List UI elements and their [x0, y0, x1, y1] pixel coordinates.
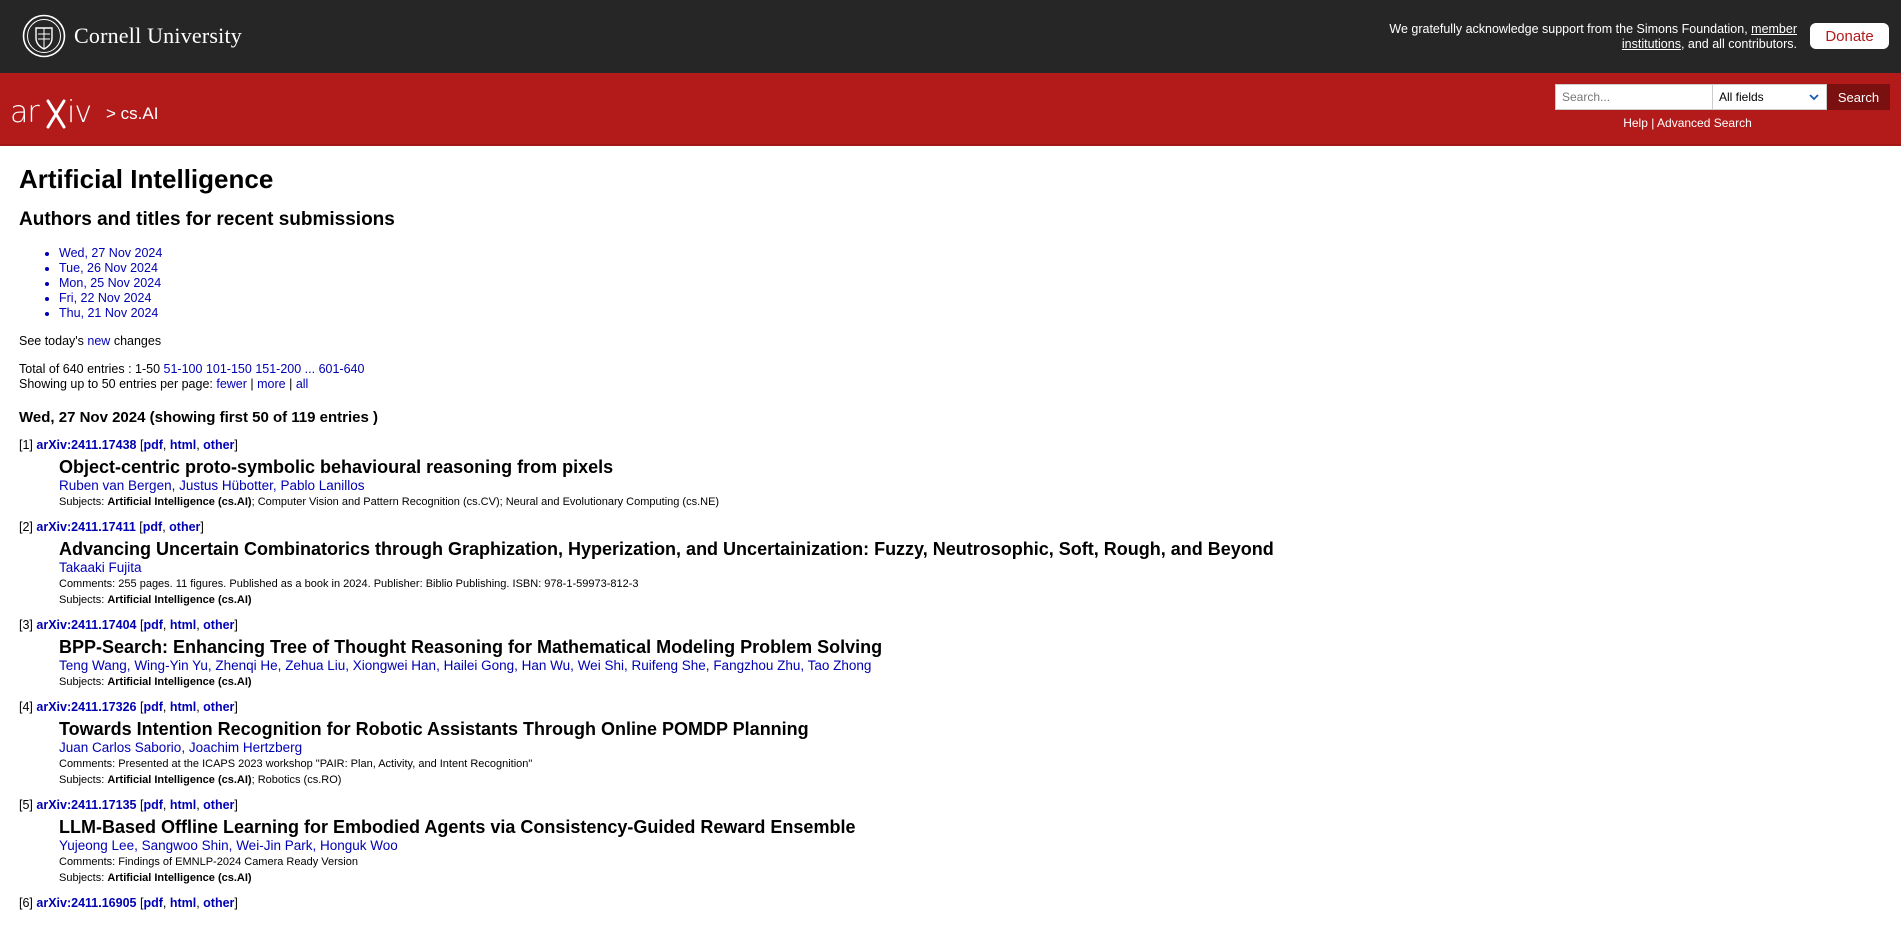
author-link[interactable]: Justus Hübotter [179, 478, 273, 493]
arxiv-logo-icon [10, 93, 102, 133]
page-title: Artificial Intelligence [19, 164, 274, 194]
entry-meta [19, 816, 1882, 886]
author-link[interactable]: Fangzhou Zhu [713, 658, 801, 673]
primary-subject: Artificial Intelligence (cs.AI) [107, 774, 252, 786]
search-button[interactable]: Search [1827, 84, 1890, 110]
author-list [59, 560, 1882, 576]
author-link[interactable]: Ruifeng She [631, 658, 706, 673]
abstract-link[interactable]: arXiv:2411.17135 [36, 798, 137, 812]
paper-title: Object-centric proto-symbolic behavioural reasoning from pixels [59, 457, 614, 477]
date-link[interactable]: Mon, 25 Nov 2024 [59, 276, 162, 290]
member-institutions-link[interactable]: member institutions [1621, 22, 1797, 51]
subjects-line [59, 870, 1882, 886]
pdf-link[interactable]: pdf [143, 700, 163, 714]
author-link[interactable]: Pablo Lanillos [280, 478, 365, 493]
paper-title: Advancing Uncertain Combinatorics through Graphization, Hyperization, and Uncertainization: Fuzzy, Neutrosophic, Soft, Rough, and Beyond [59, 539, 1274, 559]
list-item [19, 896, 1882, 911]
date-link[interactable]: Tue, 26 Nov 2024 [59, 261, 158, 275]
comments-label: Comments: [59, 856, 119, 868]
paper-title: BPP-Search: Enhancing Tree of Thought Reasoning for Mathematical Modeling Problem Solving [59, 637, 883, 657]
donate-button[interactable]: Donate [1810, 23, 1889, 49]
date-list-item [59, 291, 1882, 306]
subjects-label: Subjects: [59, 774, 108, 786]
subjects-line [59, 772, 1882, 788]
fewer-link[interactable]: fewer [216, 377, 247, 391]
other-link[interactable]: other [203, 700, 235, 714]
search-field-select[interactable] [1713, 84, 1827, 110]
todays-changes [19, 334, 1882, 349]
date-list-item [59, 276, 1882, 291]
svg-text:ar: ar [10, 95, 39, 130]
new-changes-link[interactable]: new [87, 334, 111, 348]
more-link[interactable]: more [257, 377, 286, 391]
paper-title: LLM-Based Offline Learning for Embodied Agents via Consistency-Guided Reward Ensemble [59, 817, 856, 837]
all-link[interactable]: all [295, 377, 309, 391]
date-link[interactable]: Thu, 21 Nov 2024 [59, 306, 159, 320]
list-item [19, 438, 1882, 510]
advanced-search-link[interactable]: Advanced Search [1657, 116, 1752, 130]
subjects-line [59, 592, 1882, 608]
html-link[interactable]: html [169, 618, 197, 632]
author-link[interactable]: Sangwoo Shin [141, 838, 229, 853]
comments-line [59, 576, 1882, 592]
primary-subject: Artificial Intelligence (cs.AI) [107, 872, 252, 884]
author-list: Teng Wang, Wing-Yin Yu, Zhenqi He, Zehua Liu, Xiongwei Han, Hailei Gong, Han Wu, Wei Shi, Ruifeng She, Fangzhou Zhu, Tao Zhong [59, 658, 872, 673]
todays-prefix: See today's [19, 334, 88, 348]
subjects-line [59, 494, 1882, 510]
entry-header: [4] arXiv:2411.17326 [pdf, html, other] [19, 700, 238, 714]
author-list: Ruben van Bergen, Justus Hübotter, Pablo Lanillos [59, 478, 365, 493]
other-subjects: ; Computer Vision and Pattern Recognition (cs.CV); Neural and Evolutionary Computing (cs.NE) [251, 496, 720, 508]
subjects-label: Subjects: [59, 496, 108, 508]
abstract-link[interactable]: arXiv:2411.17411 [36, 520, 136, 534]
pipe-separator: | [285, 377, 296, 391]
todays-suffix: changes [110, 334, 162, 348]
entry-index: [3] [19, 618, 33, 632]
author-link[interactable]: Wei Shi [577, 658, 624, 673]
entries-per-page-line [19, 377, 1882, 392]
author-link[interactable]: Juan Carlos Saborio [59, 740, 182, 755]
comments-text: Findings of EMNLP-2024 Camera Ready Version [118, 856, 358, 868]
page-subtitle: Authors and titles for recent submissions [19, 209, 395, 230]
entry-index: [6] [19, 896, 33, 910]
html-link[interactable]: html [169, 896, 197, 910]
entry-list [19, 438, 1882, 911]
primary-subject: Artificial Intelligence (cs.AI) [107, 594, 252, 606]
pdf-link[interactable]: pdf [143, 438, 163, 452]
date-list [19, 246, 1882, 321]
total-entries-line [19, 362, 1882, 377]
subjects-line [59, 674, 1882, 690]
search-help-links [1555, 116, 1820, 130]
entry-header: [2] arXiv:2411.17411 [pdf, other] [19, 520, 204, 534]
author-link[interactable]: Teng Wang [59, 658, 127, 673]
cornell-seal-icon [22, 14, 66, 58]
paper-title: Towards Intention Recognition for Robotic Assistants Through Online POMDP Planning [59, 719, 809, 739]
other-subjects: ; Robotics (cs.RO) [251, 774, 342, 786]
page-link[interactable]: 101-150 [205, 362, 252, 376]
author-link[interactable]: Hailei Gong [443, 658, 515, 673]
author-link[interactable]: Xiongwei Han [352, 658, 437, 673]
page-link[interactable]: 601-640 [318, 362, 365, 376]
search-form [1555, 84, 1890, 130]
support-message [1337, 22, 1797, 52]
support-prefix: We gratefully acknowledge support from the Simons Foundation, [1389, 22, 1752, 36]
entry-header: [3] arXiv:2411.17404 [pdf, html, other] [19, 618, 238, 632]
pdf-link[interactable]: pdf [143, 798, 163, 812]
page-link[interactable]: 151-200 [255, 362, 302, 376]
entry-header: [5] arXiv:2411.17135 [pdf, html, other] [19, 798, 238, 812]
abstract-link[interactable]: arXiv:2411.17326 [36, 700, 137, 714]
subjects-label: Subjects: [59, 872, 108, 884]
subjects-label: Subjects: [59, 676, 108, 688]
date-list-item [59, 306, 1882, 321]
pdf-link[interactable]: pdf [143, 618, 163, 632]
date-link[interactable]: Fri, 22 Nov 2024 [59, 291, 152, 305]
comments-text: Presented at the ICAPS 2023 workshop "PAIR: Plan, Activity, and Intent Recognition" [118, 758, 533, 770]
entry-meta [19, 538, 1882, 608]
author-list: Yujeong Lee, Sangwoo Shin, Wei-Jin Park, Honguk Woo [59, 838, 398, 853]
html-link[interactable]: html [169, 700, 197, 714]
page-ellipsis: ... [304, 362, 316, 376]
author-link[interactable]: Zehua Liu [285, 658, 346, 673]
list-item [19, 700, 1882, 788]
author-link[interactable]: Ruben van Bergen [59, 478, 172, 493]
list-item [19, 520, 1882, 608]
help-link[interactable]: Help [1623, 116, 1648, 130]
entry-index: [1] [19, 438, 33, 452]
entry-meta [19, 456, 1882, 510]
top-bar [0, 0, 1901, 73]
comments-label: Comments: [59, 758, 119, 770]
other-link[interactable]: other [203, 896, 235, 910]
cornell-logo-link[interactable] [22, 14, 242, 58]
arxiv-home-link[interactable] [10, 93, 158, 133]
date-list-item [59, 261, 1882, 276]
search-input[interactable] [1555, 84, 1713, 110]
comments-text: 255 pages. 11 figures. Published as a book in 2024. Publisher: Biblio Publishing. ISBN: 978-1-59973-812-3 [118, 578, 639, 590]
showing-prefix: Showing up to 50 entries per page: [19, 377, 217, 391]
author-link[interactable]: Takaaki Fujita [59, 560, 142, 575]
author-link[interactable]: Han Wu [521, 658, 571, 673]
html-link[interactable]: html [169, 798, 197, 812]
page-link[interactable]: 51-100 [163, 362, 203, 376]
search-field-value: All fields [1719, 90, 1764, 104]
date-link[interactable]: Wed, 27 Nov 2024 [59, 246, 163, 260]
pagination-summary [19, 362, 1882, 392]
main-content [0, 164, 1901, 911]
pipe-separator: | [246, 377, 258, 391]
pdf-link[interactable]: pdf [142, 520, 163, 534]
author-link[interactable]: Wei-Jin Park [236, 838, 313, 853]
abstract-link[interactable]: arXiv:2411.16905 [36, 896, 137, 910]
other-link[interactable]: other [203, 798, 235, 812]
entry-index: [5] [19, 798, 33, 812]
author-link[interactable]: Tao Zhong [807, 658, 872, 673]
author-link[interactable]: Zhenqi He [215, 658, 278, 673]
primary-subject: Artificial Intelligence (cs.AI) [107, 676, 252, 688]
section-heading: Wed, 27 Nov 2024 (showing first 50 of 119 entries ) [19, 409, 379, 426]
html-link[interactable]: html [169, 438, 197, 452]
list-item [19, 798, 1882, 886]
primary-subject: Artificial Intelligence (cs.AI) [107, 496, 252, 508]
entry-index: [4] [19, 700, 33, 714]
other-link[interactable]: other [169, 520, 201, 534]
other-link[interactable]: other [203, 618, 235, 632]
entry-index: [2] [19, 520, 33, 534]
list-item [19, 618, 1882, 690]
total-prefix: Total of 640 entries : 1-50 [19, 362, 164, 376]
author-link[interactable]: Wing-Yin Yu [134, 658, 208, 673]
comments-label: Comments: [59, 578, 119, 590]
svg-text:iv: iv [67, 95, 92, 130]
support-suffix: , and all contributors. [1680, 37, 1797, 51]
breadcrumb-category[interactable]: > cs.AI [106, 104, 159, 123]
entry-meta [19, 636, 1882, 690]
author-link[interactable]: Yujeong Lee [59, 838, 135, 853]
entry-header: [1] arXiv:2411.17438 [pdf, html, other] [19, 438, 238, 452]
author-link[interactable]: Joachim Hertzberg [188, 740, 303, 755]
other-link[interactable]: other [203, 438, 235, 452]
abstract-link[interactable]: arXiv:2411.17438 [36, 438, 137, 452]
cornell-wordmark: Cornell University [74, 23, 242, 48]
entry-meta [19, 718, 1882, 788]
date-list-item [59, 246, 1882, 261]
comments-line [59, 854, 1882, 870]
entry-header: [6] arXiv:2411.16905 [pdf, html, other] [19, 896, 238, 910]
help-separator: | [1647, 116, 1658, 130]
pdf-link[interactable]: pdf [143, 896, 163, 910]
abstract-link[interactable]: arXiv:2411.17404 [36, 618, 137, 632]
author-list: Juan Carlos Saborio, Joachim Hertzberg [59, 740, 303, 755]
arxiv-header [0, 73, 1901, 146]
chevron-down-icon [1808, 91, 1820, 103]
comments-line [59, 756, 1882, 772]
author-link[interactable]: Honguk Woo [319, 838, 398, 853]
subjects-label: Subjects: [59, 594, 108, 606]
